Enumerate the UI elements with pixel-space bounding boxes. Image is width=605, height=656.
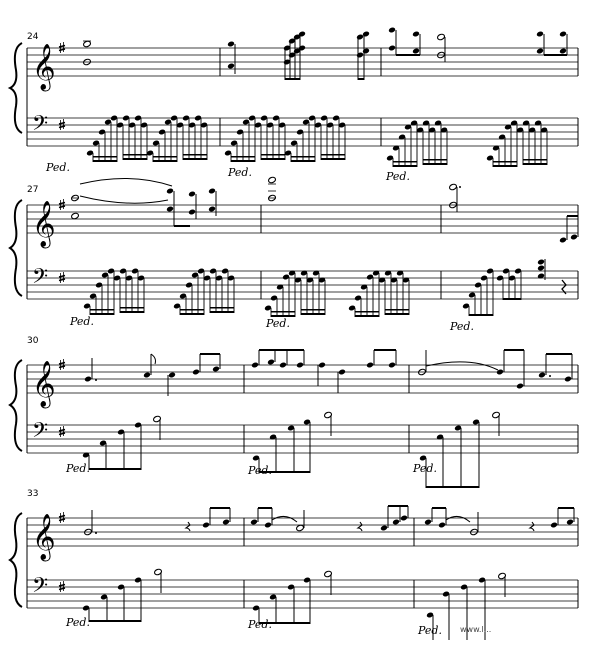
watermark: www.l...: [460, 625, 492, 634]
key-sharp-icon: [59, 119, 65, 130]
bass-staff: [27, 425, 578, 453]
treble-notes: [84, 505, 574, 536]
key-sharp-icon: [59, 272, 65, 283]
treble-clef-icon: 𝄞: [32, 514, 56, 560]
measure-number: 24: [27, 32, 39, 42]
pedal-marks: [45, 161, 410, 183]
pedal-mark: Ped.: [418, 624, 442, 637]
pedal-mark: Ped.: [266, 317, 290, 330]
eighth-rest-icon: [358, 522, 362, 531]
system-4: [10, 489, 578, 640]
treble-staff: [27, 518, 578, 546]
barlines: [27, 365, 578, 453]
pedal-mark: Ped.: [386, 170, 410, 183]
grand-staff-brace: [10, 360, 22, 451]
system-2: [10, 176, 578, 333]
system-1: [10, 27, 578, 183]
bass-notes: [86, 115, 548, 167]
pedal-mark: Ped.: [46, 161, 70, 174]
pedal-marks: [65, 616, 442, 637]
grand-staff-brace: [10, 513, 22, 607]
measure-number: 33: [27, 489, 39, 499]
measure-number: 30: [27, 336, 39, 346]
bass-notes: [83, 259, 566, 317]
pedal-marks: [69, 315, 474, 333]
bass-notes: [82, 411, 500, 488]
treble-clef-icon: 𝄞: [32, 361, 56, 407]
treble-staff: [27, 48, 578, 76]
treble-notes: [83, 27, 567, 80]
pedal-mark: Ped.: [70, 315, 94, 328]
bass-notes: [82, 568, 506, 640]
pedal-mark: Ped.: [413, 462, 437, 475]
treble-clef-icon: 𝄞: [32, 201, 56, 247]
bass-clef-icon: 𝄢: [32, 418, 49, 447]
bass-clef-icon: 𝄢: [32, 573, 49, 602]
key-sharp-icon: [59, 359, 65, 370]
key-sharp-icon: [59, 42, 65, 53]
pedal-mark: Ped.: [450, 320, 474, 333]
key-sharp-icon: [59, 199, 65, 210]
pedal-mark: Ped.: [228, 166, 252, 179]
eighth-rest-icon: [530, 522, 534, 531]
barlines: [27, 518, 578, 608]
bass-clef-icon: 𝄢: [32, 264, 49, 293]
treble-notes: [84, 349, 572, 396]
measure-number: 27: [27, 185, 39, 195]
pedal-mark: Ped.: [66, 616, 90, 629]
system-3: [10, 336, 578, 488]
key-sharp-icon: [59, 512, 65, 523]
bass-staff: [27, 580, 578, 608]
key-sharp-icon: [59, 426, 65, 437]
bass-clef-icon: 𝄢: [32, 111, 49, 140]
pedal-mark: Ped.: [248, 618, 272, 631]
grand-staff-brace: [10, 200, 22, 296]
grand-staff-brace: [10, 43, 22, 133]
pedal-mark: Ped.: [248, 464, 272, 477]
key-sharp-icon: [59, 581, 65, 592]
treble-staff: [27, 205, 578, 233]
eighth-rest-icon: [186, 522, 190, 531]
treble-clef-icon: 𝄞: [32, 44, 56, 90]
pedal-mark: Ped.: [66, 462, 90, 475]
